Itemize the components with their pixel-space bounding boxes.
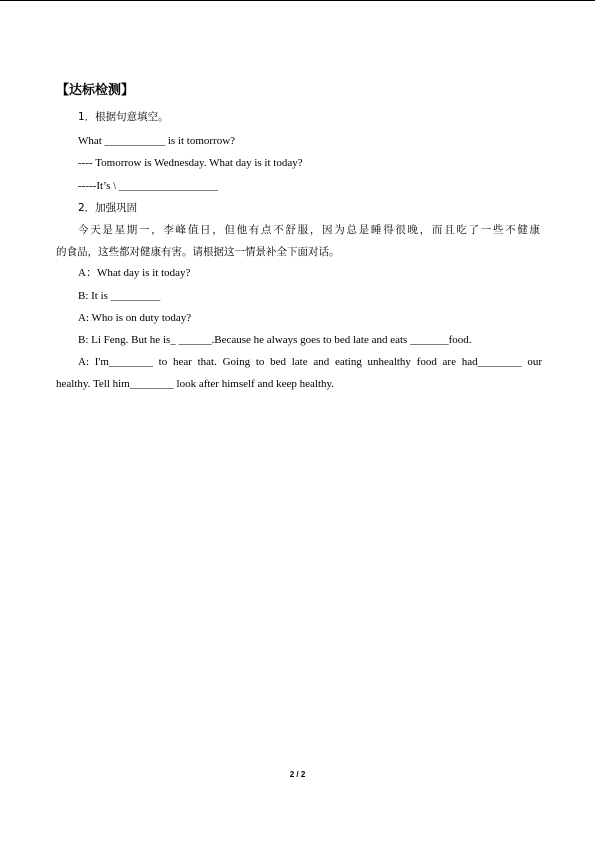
q1-line-3: -----It’s \ __________________: [78, 180, 218, 192]
q2-intro-line-2: 的食品，这些都对健康有害。请根据这一情景补全下面对话。: [56, 246, 340, 258]
dialogue-line-5: A: I'm________ to hear that. Going to bed late and eating unhealthy food are had________ our: [78, 356, 542, 368]
dialogue-line-5-cont: healthy. Tell him________ look after himself and keep healthy.: [56, 378, 335, 390]
q1-title: 1．根据句意填空。: [78, 111, 169, 123]
dialogue-line-1: A：What day is it today?: [78, 267, 191, 279]
q2-title: 2．加强巩固: [78, 202, 138, 214]
dialogue-line-4: B: Li Feng. But he is_ ______.Because he always goes to bed late and eats _______food.: [78, 334, 472, 346]
q1-line-1: What ___________ is it tomorrow?: [78, 135, 236, 147]
page-number: 2 / 2: [289, 770, 306, 779]
q2-intro-line-1: 今天是星期一，李峰值日，但他有点不舒服，因为总是睡得很晚，而且吃了一些不健康: [78, 224, 540, 236]
dialogue-line-2: B: It is _________: [78, 290, 161, 302]
q1-line-2: ---- Tomorrow is Wednesday. What day is it today?: [78, 157, 303, 169]
section-heading: 【达标检测】: [56, 83, 135, 98]
top-rule: [0, 0, 595, 1]
dialogue-line-3: A: Who is on duty today?: [78, 312, 192, 324]
